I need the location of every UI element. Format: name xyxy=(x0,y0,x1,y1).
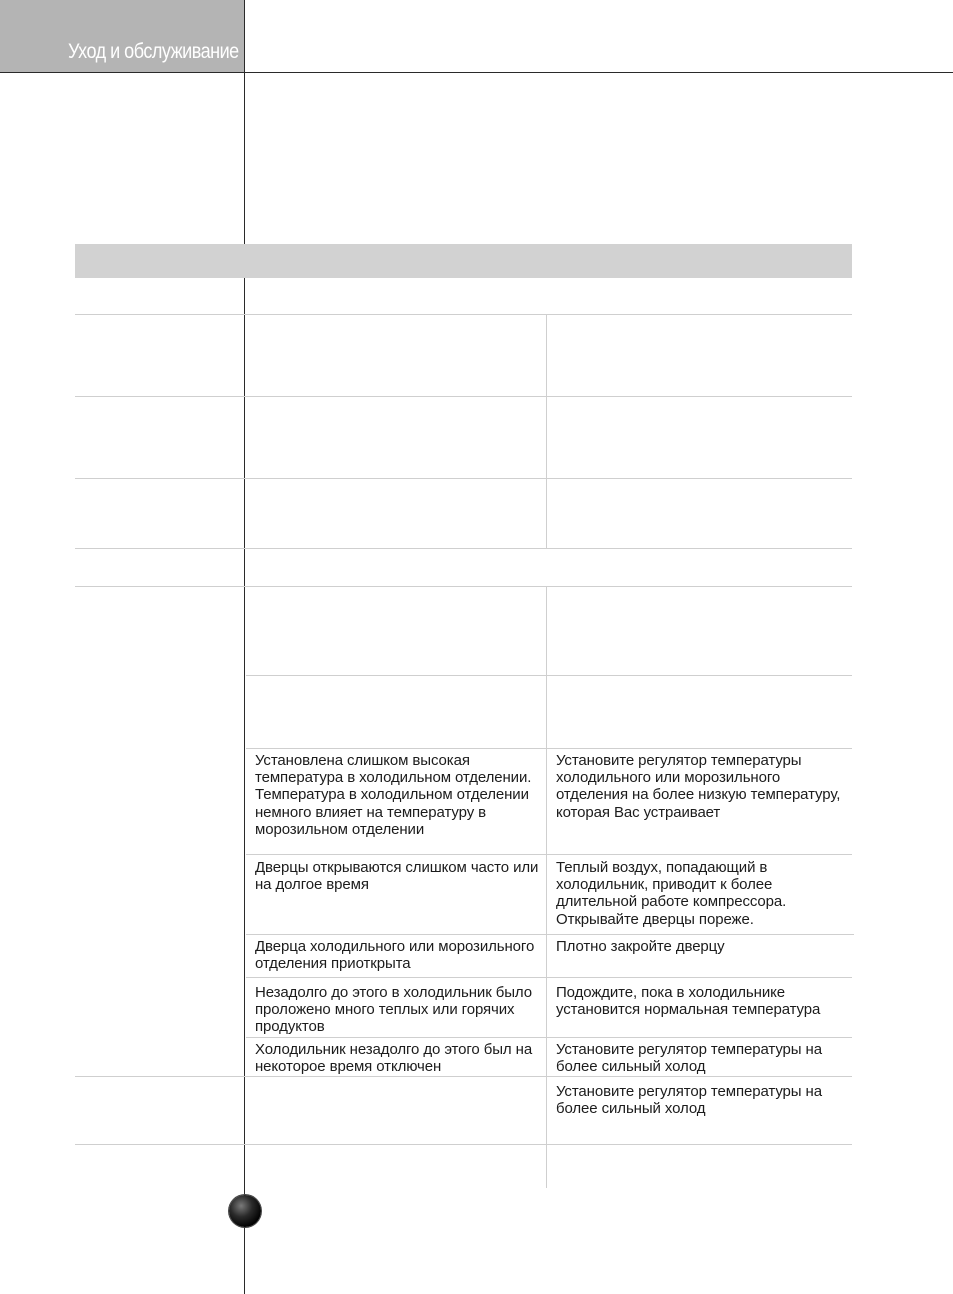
solution-cell: Подождите, пока в холодильнике установится нормальная температура xyxy=(556,984,821,1019)
section-title: Уход и обслуживание xyxy=(68,40,239,63)
row-divider xyxy=(75,548,852,549)
row-divider xyxy=(246,977,852,978)
table-header-band xyxy=(75,244,852,278)
solution-cell: Плотно закройте дверцу xyxy=(556,938,725,955)
row-divider xyxy=(246,854,852,855)
row-divider xyxy=(246,934,854,935)
cause-cell: Незадолго до этого в холодильник было проложено много теплых или горячих продуктов xyxy=(255,984,532,1036)
header-rule xyxy=(0,72,953,73)
solution-cell: Теплый воздух, попадающий в холодильник, приводит к более длительной работе компрессора. Открывайте дверцы пореже. xyxy=(556,859,787,928)
row-divider xyxy=(75,1076,852,1077)
row-divider xyxy=(75,396,852,397)
solution-cell: Установите регулятор температуры на более сильный холод xyxy=(556,1083,822,1118)
row-divider xyxy=(75,478,852,479)
column-divider xyxy=(546,586,547,1188)
page-spine-line xyxy=(244,0,245,1294)
column-divider xyxy=(546,314,547,548)
solution-cell: Установите регулятор температуры холодильного или морозильного отделения на более низкую температуру, которая Вас устраивает xyxy=(556,752,841,821)
row-divider xyxy=(246,675,852,676)
row-divider xyxy=(246,1037,852,1038)
page-marker-dot xyxy=(229,1195,261,1227)
cause-cell: Холодильник незадолго до этого был на некоторое время отключен xyxy=(255,1041,533,1076)
cause-cell: Установлена слишком высокая температура в холодильном отделении. Температура в холодильном отделении немного влияет на температуру в морозильном отделении xyxy=(255,752,532,838)
section-header-tab xyxy=(0,0,244,72)
row-divider xyxy=(75,1144,852,1145)
row-divider xyxy=(246,748,852,749)
row-divider xyxy=(75,314,852,315)
solution-cell: Установите регулятор температуры на более сильный холод xyxy=(556,1041,822,1076)
cause-cell: Дверцы открываются слишком часто или на долгое время xyxy=(255,859,539,894)
row-divider xyxy=(75,586,852,587)
cause-cell: Дверца холодильного или морозильного отделения приоткрыта xyxy=(255,938,535,973)
